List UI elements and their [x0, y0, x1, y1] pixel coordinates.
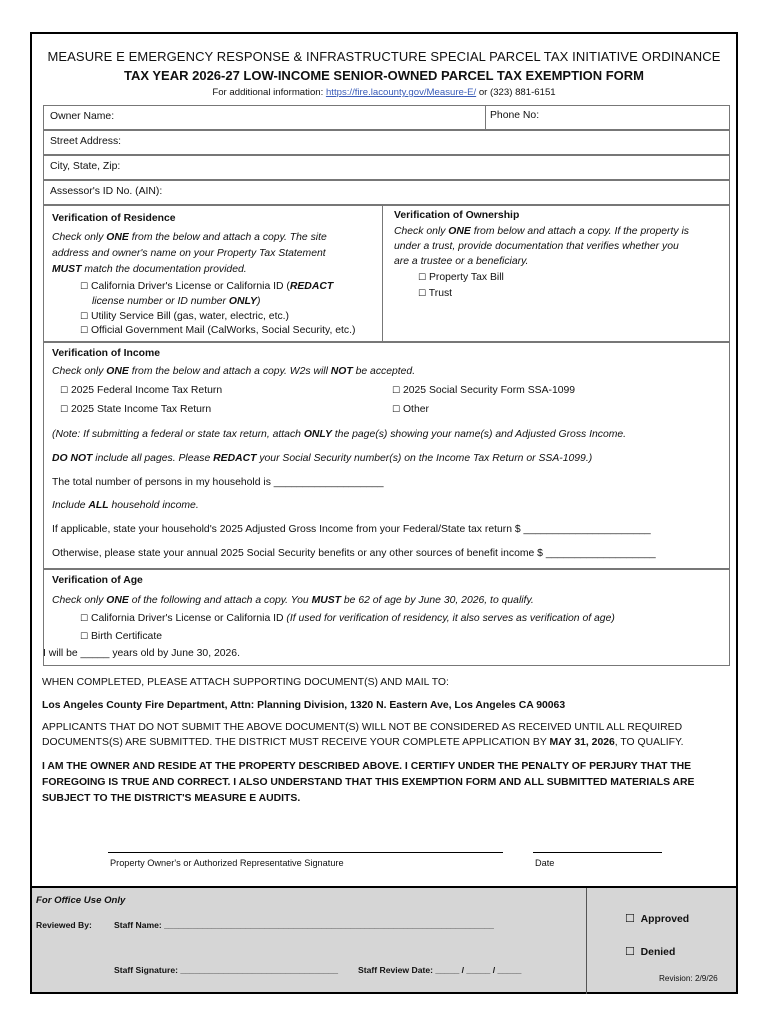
denied-option[interactable]: ☐ Denied [625, 945, 676, 958]
age-will-be-field[interactable]: I will be _____ years old by June 30, 2026. [43, 648, 240, 659]
staff-name-field[interactable]: Staff Name: _____________________________________________________________________ [114, 920, 494, 930]
ownership-option-trust[interactable]: ☐ Trust [418, 288, 453, 299]
residence-option-license-cont: license number or ID number ONLY) [92, 296, 261, 307]
checkbox-icon[interactable]: ☐ [60, 405, 69, 415]
phone-field[interactable] [485, 105, 543, 130]
form-title-exemption: TAX YEAR 2026-27 LOW-INCOME SENIOR-OWNED PARCEL TAX EXEMPTION FORM [123, 68, 645, 83]
checkbox-icon[interactable]: ☐ [80, 312, 89, 322]
income-option-federal[interactable]: ☐ 2025 Federal Income Tax Return [60, 385, 223, 396]
certify-line-2: FOREGOING IS TRUE AND CORRECT. I ALSO UNDERSTAND THAT THIS EXEMPTION FORM AND ALL SUBMITTED MATERIALS ARE [42, 777, 695, 788]
age-instruction: Check only ONE of the following and attach a copy. You MUST be 62 of age by June 30, 2026, to qualify. [52, 595, 534, 606]
staff-signature-field[interactable]: Staff Signature: _________________________________ [114, 965, 339, 975]
date-label: Date [535, 858, 555, 868]
residence-instruction-2: address and owner's name on your Property Tax Statement [52, 248, 326, 259]
ownership-title: Verification of Ownership [394, 210, 520, 221]
residence-ownership-section [43, 205, 730, 342]
mailing-address: Los Angeles County Fire Department, Attn: Planning Division, 1320 N. Eastern Ave, Los Angeles CA 90063 [42, 700, 566, 711]
include-all-income: Include ALL household income. [52, 500, 199, 511]
info-prefix: For additional information: [212, 87, 326, 98]
certify-line-3: SUBJECT TO THE DISTRICT'S MEASURE E AUDITS. [42, 793, 301, 804]
ownership-option-tax-bill[interactable]: ☐ Property Tax Bill [418, 272, 504, 283]
residence-instruction-3: MUST match the documentation provided. [52, 264, 247, 275]
mailing-instruction: WHEN COMPLETED, PLEASE ATTACH SUPPORTING DOCUMENT(S) AND MAIL TO: [42, 677, 449, 688]
office-decision-box [586, 888, 736, 994]
ain-field[interactable] [43, 180, 730, 205]
form-page [30, 32, 738, 994]
checkbox-icon[interactable]: ☐ [625, 945, 635, 958]
residence-option-gov-mail[interactable]: ☐ Official Government Mail (CalWorks, Social Security, etc.) [80, 325, 356, 336]
income-option-other[interactable]: ☐ Other [392, 404, 429, 415]
city-state-zip-label: City, State, Zip: [50, 161, 121, 172]
checkbox-icon[interactable]: ☐ [392, 386, 401, 396]
residence-option-utility[interactable]: ☐ Utility Service Bill (gas, water, electric, etc.) [80, 311, 290, 322]
section-divider [382, 206, 383, 341]
office-use-section [32, 886, 736, 992]
info-link[interactable]: https://fire.lacounty.gov/Measure-E/ [325, 87, 477, 98]
warning-line-1: APPLICANTS THAT DO NOT SUBMIT THE ABOVE DOCUMENT(S) WILL NOT BE CONSIDERED AS RECEIVED UNTIL ALL REQUIRED [42, 722, 683, 733]
owner-name-label: Owner Name: [50, 111, 115, 122]
info-line [32, 87, 736, 98]
checkbox-icon[interactable]: ☐ [625, 912, 635, 925]
age-option-birth-cert[interactable]: ☐ Birth Certificate [80, 631, 162, 642]
checkbox-icon[interactable]: ☐ [80, 282, 89, 292]
income-donot: DO NOT include all pages. Please REDACT your Social Security number(s) on the Income Tax Return or SSA-1099.) [52, 453, 593, 464]
income-note: (Note: If submitting a federal or state tax return, attach ONLY the page(s) showing your name(s) and Adjusted Gross Income. [52, 429, 627, 440]
residence-option-license[interactable]: ☐ California Driver's License or California ID (REDACT [80, 281, 334, 292]
reviewed-by-label: Reviewed By: [36, 920, 92, 930]
age-section [43, 569, 730, 666]
checkbox-icon[interactable]: ☐ [80, 614, 89, 624]
ownership-instruction-1: Check only ONE from below and attach a copy. If the property is [394, 226, 689, 237]
approved-option[interactable]: ☐ Approved [625, 912, 690, 925]
checkbox-icon[interactable]: ☐ [392, 405, 401, 415]
residence-title: Verification of Residence [52, 213, 176, 224]
age-option-license[interactable]: ☐ California Driver's License or California ID (If used for verification of residency, it also serves as verification of age) [80, 613, 615, 624]
owner-name-field[interactable] [43, 105, 730, 130]
agi-field[interactable]: If applicable, state your household's 2025 Adjusted Gross Income from your Federal/State tax return $ ______________________ [52, 524, 651, 535]
signature-label: Property Owner's or Authorized Representative Signature [110, 858, 344, 868]
checkbox-icon[interactable]: ☐ [60, 386, 69, 396]
age-title: Verification of Age [52, 575, 143, 586]
checkbox-icon[interactable]: ☐ [80, 632, 89, 642]
street-address-label: Street Address: [50, 136, 122, 147]
income-option-state[interactable]: ☐ 2025 State Income Tax Return [60, 404, 212, 415]
signature-line[interactable] [108, 852, 503, 853]
form-title-ordinance: MEASURE E EMERGENCY RESPONSE & INFRASTRUCTURE SPECIAL PARCEL TAX INITIATIVE ORDINANCE [47, 49, 721, 64]
revision-date: Revision: 2/9/26 [659, 974, 718, 983]
warning-line-2: DOCUMENTS(S) ARE SUBMITTED. THE DISTRICT MUST RECEIVE YOUR COMPLETE APPLICATION BY MAY 31, 2026, TO QUALIFY. [42, 737, 684, 748]
info-suffix: or (323) 881-6151 [476, 87, 556, 98]
income-instruction: Check only ONE from the below and attach a copy. W2s will NOT be accepted. [52, 366, 416, 377]
checkbox-icon[interactable]: ☐ [418, 289, 427, 299]
ownership-instruction-3: are a trustee or a beneficiary. [394, 256, 529, 267]
income-title: Verification of Income [52, 348, 160, 359]
checkbox-icon[interactable]: ☐ [80, 326, 89, 336]
street-address-field[interactable] [43, 130, 730, 155]
social-security-field[interactable]: Otherwise, please state your annual 2025 Social Security benefits or any other sources of benefit income $ ___________________ [52, 548, 656, 559]
city-state-zip-field[interactable] [43, 155, 730, 180]
certify-line-1: I AM THE OWNER AND RESIDE AT THE PROPERTY DESCRIBED ABOVE. I CERTIFY UNDER THE PENALTY OF PERJURY THAT THE [42, 761, 692, 772]
ain-label: Assessor's ID No. (AIN): [50, 186, 163, 197]
income-option-ssa[interactable]: ☐ 2025 Social Security Form SSA-1099 [392, 385, 576, 396]
household-persons-field[interactable]: The total number of persons in my household is ___________________ [52, 477, 384, 488]
ownership-instruction-2: under a trust, provide documentation that verifies whether you [394, 241, 679, 252]
income-section [43, 342, 730, 569]
checkbox-icon[interactable]: ☐ [418, 273, 427, 283]
office-use-title: For Office Use Only [36, 895, 126, 906]
residence-instruction-1: Check only ONE from the below and attach a copy. The site [52, 232, 327, 243]
staff-review-date-field[interactable]: Staff Review Date: _____ / _____ / _____ [358, 965, 522, 975]
phone-label: Phone No: [490, 110, 540, 121]
date-line[interactable] [533, 852, 662, 853]
